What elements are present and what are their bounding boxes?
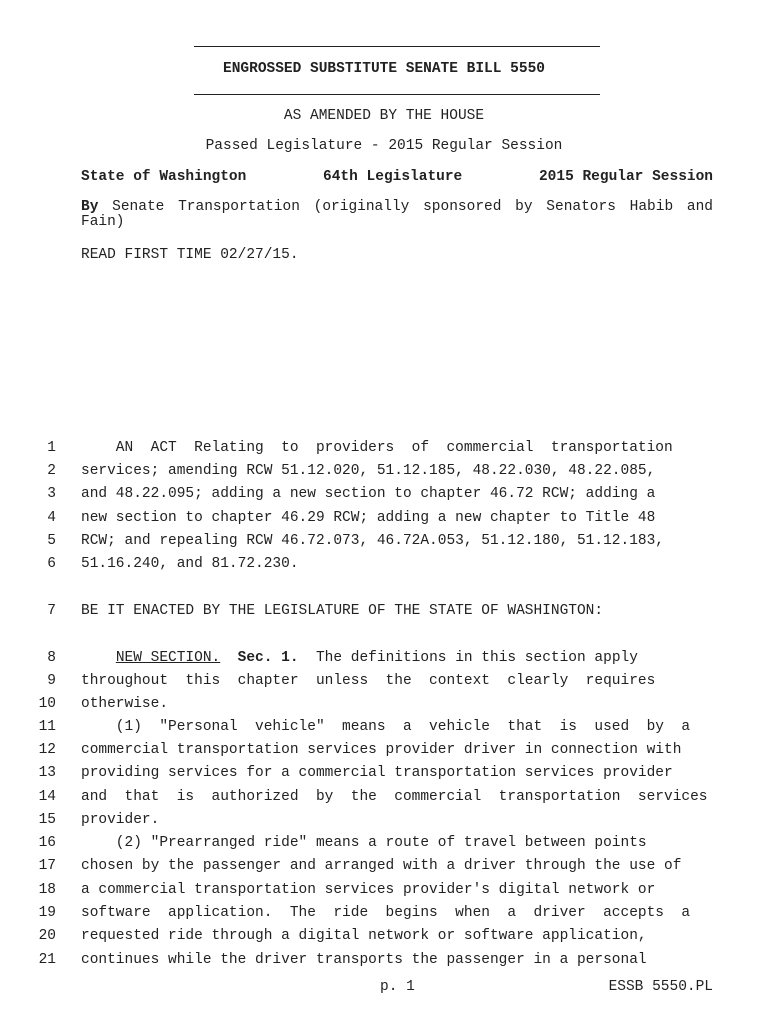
line-number: 14: [38, 789, 56, 805]
line-number: 3: [47, 486, 56, 502]
bill-line-text: 51.16.240, and 81.72.230.: [81, 556, 299, 572]
bill-line-text: RCW; and repealing RCW 46.72.073, 46.72A.053, 51.12.180, 51.12.183,: [81, 533, 664, 549]
line-number: 9: [47, 673, 56, 689]
bill-line-text: services; amending RCW 51.12.020, 51.12.185, 48.22.030, 48.22.085,: [81, 463, 656, 479]
amended-line: AS AMENDED BY THE HOUSE: [283, 108, 485, 124]
line-number: 7: [47, 603, 56, 619]
bill-line-text: new section to chapter 46.29 RCW; adding a new chapter to Title 48: [81, 510, 656, 526]
passed-line: Passed Legislature - 2015 Regular Session: [205, 138, 563, 154]
bill-line-text: commercial transportation services provider driver in connection with: [81, 742, 682, 758]
bill-line-text: (1) "Personal vehicle" means a vehicle that is used by a: [81, 719, 691, 735]
line-number: 10: [38, 696, 56, 712]
bill-title: ENGROSSED SUBSTITUTE SENATE BILL 5550: [223, 61, 545, 77]
bill-line-text: and that is authorized by the commercial transportation services: [81, 789, 708, 805]
state-label: State of Washington: [81, 169, 247, 185]
line-number: 1: [47, 440, 56, 456]
bill-line-text: BE IT ENACTED BY THE LEGISLATURE OF THE STATE OF WASHINGTON:: [81, 603, 604, 619]
line-number: 20: [38, 928, 56, 944]
title-rule-bottom: [194, 94, 600, 95]
line-number: 2: [47, 463, 56, 479]
line-number: 15: [38, 812, 56, 828]
bill-line-text: chosen by the passenger and arranged with a driver through the use of: [81, 858, 682, 874]
line-number: 19: [38, 905, 56, 921]
title-rule-top: [194, 46, 600, 47]
read-first-time: READ FIRST TIME 02/27/15.: [81, 247, 299, 263]
bill-line-text: providing services for a commercial transportation services provider: [81, 765, 673, 781]
indent: [81, 650, 116, 666]
bill-line-text: AN ACT Relating to providers of commercial transportation: [81, 440, 673, 456]
bill-line-text: and 48.22.095; adding a new section to chapter 46.72 RCW; adding a: [81, 486, 656, 502]
line-number: 11: [38, 719, 56, 735]
bill-line-text: [81, 650, 713, 666]
bill-line-text: throughout this chapter unless the context clearly requires: [81, 673, 656, 689]
bill-line-text: otherwise.: [81, 696, 169, 712]
bill-line-text: requested ride through a digital network or software application,: [81, 928, 647, 944]
bill-line-text: a commercial transportation services provider's digital network or: [81, 882, 656, 898]
state-row: [81, 169, 713, 185]
line-number: 12: [38, 742, 56, 758]
line-number: 8: [47, 650, 56, 666]
line-number: 16: [38, 835, 56, 851]
bill-line-text: provider.: [81, 812, 160, 828]
bill-line-text: continues while the driver transports the passenger in a personal: [81, 952, 647, 968]
by-text: Senate Transportation (originally sponsored by Senators Habib and Fain): [81, 199, 713, 230]
section-text: The definitions in this section apply: [298, 650, 638, 666]
line-number: 6: [47, 556, 56, 572]
new-section-label: NEW SECTION.: [115, 650, 221, 666]
by-label: By: [81, 199, 99, 215]
bill-line-text: software application. The ride begins when a driver accepts a: [81, 905, 691, 921]
sponsor-block: [81, 200, 713, 230]
section-number: Sec. 1.: [237, 650, 299, 666]
line-number: 4: [47, 510, 56, 526]
line-number: 18: [38, 882, 56, 898]
line-number: 17: [38, 858, 56, 874]
page-number: p. 1: [380, 979, 415, 995]
bill-line-text: (2) "Prearranged ride" means a route of travel between points: [81, 835, 647, 851]
legislature-label: 64th Legislature: [323, 169, 463, 185]
session-label: 2015 Regular Session: [538, 169, 713, 185]
line-number: 5: [47, 533, 56, 549]
line-number: 21: [38, 952, 56, 968]
line-number: 13: [38, 765, 56, 781]
document-id: ESSB 5550.PL: [608, 979, 713, 995]
